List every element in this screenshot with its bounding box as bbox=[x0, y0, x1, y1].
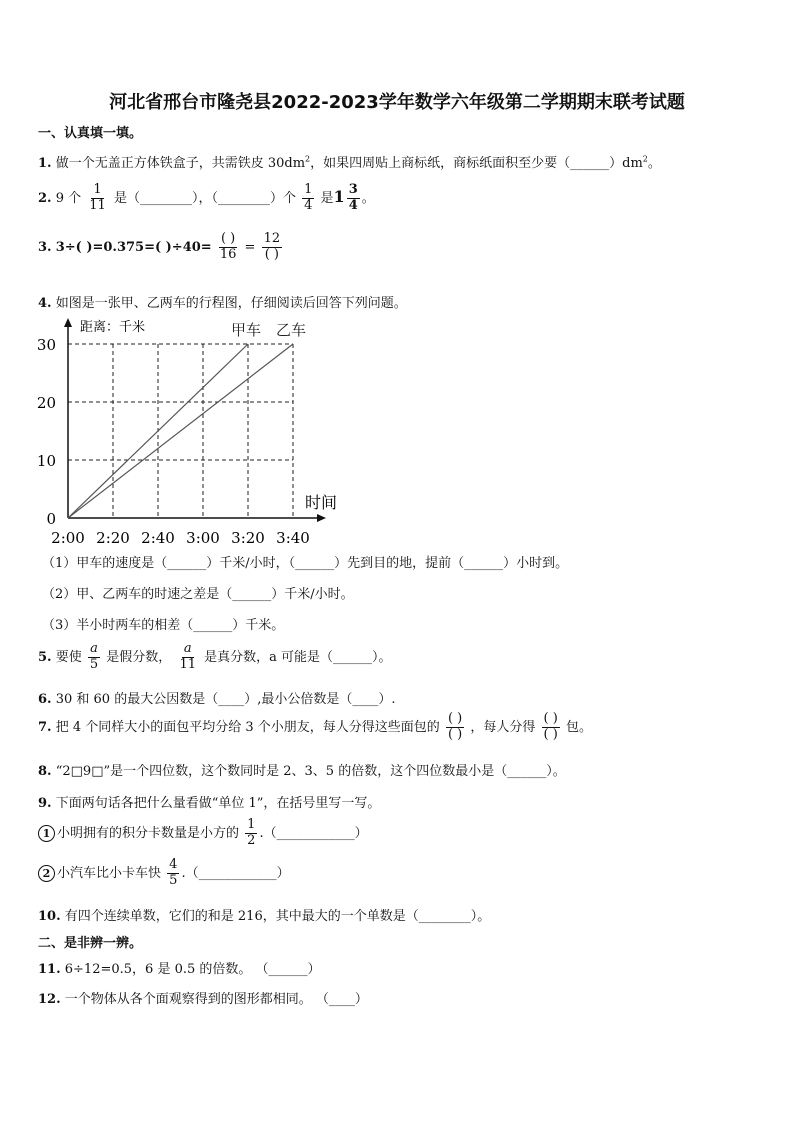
numerator: 3 bbox=[348, 182, 358, 197]
circled-number: 1 bbox=[38, 825, 55, 842]
question-text: 小汽车比小卡车快 bbox=[57, 865, 162, 881]
denominator: 11 bbox=[89, 197, 106, 213]
question-11 bbox=[38, 958, 321, 977]
x-tick-label: 2:20 bbox=[96, 529, 130, 547]
question-number: 12. bbox=[38, 992, 61, 1007]
question-text: .（____________） bbox=[181, 865, 290, 881]
x-tick-label: 3:00 bbox=[186, 529, 220, 547]
numerator: 12 bbox=[263, 231, 281, 246]
question-number: 9. bbox=[38, 796, 52, 811]
question-number: 4. bbox=[38, 296, 52, 311]
question-5 bbox=[38, 642, 392, 673]
question-3 bbox=[38, 232, 284, 263]
x-axis-label: 时间 bbox=[305, 493, 338, 512]
question-text: 做一个无盖正方体铁盒子，共需铁皮 30dm bbox=[55, 156, 306, 171]
question-text: “2□9□”是一个四位数，这个数同时是 2、3、5 的倍数，这个四位数最小是（______）。 bbox=[55, 764, 566, 779]
x-tick-label: 3:20 bbox=[231, 529, 265, 547]
question-4 bbox=[38, 292, 407, 311]
question-number: 11. bbox=[38, 962, 61, 977]
question-number: 7. bbox=[38, 719, 52, 735]
question-text: 是真分数，a 可能是（______）。 bbox=[204, 649, 392, 665]
x-tick-label: 2:00 bbox=[51, 529, 85, 547]
question-number: 10. bbox=[38, 909, 61, 924]
mixed-whole: 1 bbox=[333, 186, 345, 206]
question-8 bbox=[38, 760, 566, 779]
fraction bbox=[88, 642, 100, 673]
numerator: ( ) bbox=[543, 711, 558, 726]
numerator: 1 bbox=[304, 182, 313, 197]
numerator: 4 bbox=[169, 857, 178, 872]
fraction bbox=[302, 183, 314, 214]
question-4-part-2: （2）甲、乙两车的时速之差是（______）千米/小时。 bbox=[42, 587, 354, 602]
question-text: 9 个 bbox=[55, 190, 82, 206]
fraction bbox=[177, 642, 198, 673]
fraction bbox=[446, 712, 464, 743]
fraction bbox=[347, 183, 360, 214]
numerator: a bbox=[90, 641, 98, 656]
numerator: 1 bbox=[93, 182, 102, 197]
series-label: 乙车 bbox=[275, 321, 307, 339]
question-text: ，如果四周贴上商标纸，商标纸面积至少要（______）dm bbox=[310, 156, 643, 171]
chart-labels bbox=[37, 319, 337, 547]
y-tick-label: 30 bbox=[36, 336, 56, 354]
question-text: ，每人分得 bbox=[470, 719, 536, 735]
question-text: 。 bbox=[647, 156, 661, 171]
numerator: a bbox=[183, 641, 192, 656]
fraction bbox=[542, 712, 560, 743]
chart-series bbox=[68, 344, 293, 518]
y-tick-label: 0 bbox=[46, 510, 56, 528]
fraction bbox=[218, 232, 239, 263]
denominator: 4 bbox=[304, 197, 313, 213]
question-text: 要使 bbox=[55, 649, 82, 665]
equals-sign: = bbox=[244, 239, 256, 255]
question-text: 下面两句话各把什么量看做“单位 1”，在括号里写一写。 bbox=[55, 796, 381, 811]
question-number: 1. bbox=[38, 156, 52, 171]
question-9 bbox=[38, 792, 380, 811]
question-4-part-3: （3）半小时两车的相差（______）千米。 bbox=[42, 618, 285, 633]
denominator: 4 bbox=[348, 197, 358, 213]
question-2 bbox=[38, 183, 375, 214]
question-text: 一个物体从各个面观察得到的图形都相同。 （____） bbox=[64, 992, 368, 1007]
question-9-item-2 bbox=[38, 858, 290, 889]
question-number: 3. bbox=[38, 239, 52, 255]
question-1 bbox=[38, 152, 661, 171]
denominator: 5 bbox=[89, 656, 99, 672]
denominator: ( ) bbox=[264, 246, 279, 262]
question-9-item-1 bbox=[38, 818, 368, 849]
page-title: 河北省邢台市隆尧县2022-2023学年数学六年级第二学期期末联考试题 bbox=[109, 92, 685, 113]
question-text: 3÷( )=0.375=( )÷40= bbox=[55, 239, 212, 255]
question-text: 有四个连续单数，它们的和是 216，其中最大的一个单数是（________）。 bbox=[64, 909, 491, 924]
series-label: 甲车 bbox=[230, 321, 262, 339]
numerator: ( ) bbox=[220, 231, 236, 246]
question-text: 30 和 60 的最大公因数是（____）,最小公倍数是（____）. bbox=[55, 692, 396, 707]
denominator: ( ) bbox=[543, 726, 558, 742]
denominator: 5 bbox=[169, 872, 178, 888]
question-number: 6. bbox=[38, 692, 52, 707]
question-text: 是（________），（________）个 bbox=[113, 190, 296, 206]
question-text: 是假分数， bbox=[106, 649, 172, 665]
question-text: 小明拥有的积分卡数量是小方的 bbox=[57, 825, 240, 841]
question-text: 如图是一张甲、乙两车的行程图，仔细阅读后回答下列问题。 bbox=[55, 296, 407, 311]
question-number: 2. bbox=[38, 190, 52, 206]
question-text: 6÷12=0.5，6 是 0.5 的倍数。 （______） bbox=[64, 962, 321, 977]
circled-number: 2 bbox=[38, 865, 55, 882]
question-text: 把 4 个同样大小的面包平均分给 3 个小朋友，每人分得这些面包的 bbox=[55, 719, 440, 735]
y-tick-label: 20 bbox=[36, 394, 56, 412]
question-7 bbox=[38, 712, 592, 743]
fraction bbox=[87, 183, 108, 214]
distance-time-chart bbox=[30, 313, 340, 548]
superscript: 2 bbox=[305, 154, 311, 164]
x-tick-label: 3:40 bbox=[276, 529, 310, 547]
question-text: 包。 bbox=[565, 719, 592, 735]
series-line-2 bbox=[68, 344, 293, 518]
superscript: 2 bbox=[642, 154, 648, 164]
question-text: .（____________） bbox=[259, 825, 368, 841]
denominator: 11 bbox=[179, 656, 196, 672]
section-heading-1: 一、认真填一填。 bbox=[38, 126, 143, 141]
question-6 bbox=[38, 688, 395, 707]
question-number: 5. bbox=[38, 649, 52, 665]
x-tick-label: 2:40 bbox=[141, 529, 175, 547]
question-10 bbox=[38, 905, 490, 924]
fraction bbox=[167, 858, 179, 889]
numerator: ( ) bbox=[447, 711, 463, 726]
denominator: 16 bbox=[219, 246, 237, 262]
question-12 bbox=[38, 988, 368, 1007]
y-axis-label: 距离：千米 bbox=[80, 320, 146, 335]
numerator: 1 bbox=[247, 817, 256, 832]
question-text: 。 bbox=[361, 190, 375, 206]
question-number: 8. bbox=[38, 764, 52, 779]
denominator: ( ) bbox=[447, 726, 463, 742]
fraction bbox=[245, 818, 257, 849]
section-heading-2: 二、是非辨一辨。 bbox=[38, 936, 143, 951]
fraction bbox=[262, 232, 283, 263]
y-tick-label: 10 bbox=[36, 452, 56, 470]
question-text: 是 bbox=[320, 190, 334, 206]
denominator: 2 bbox=[247, 832, 256, 848]
x-axis-arrow bbox=[317, 514, 326, 522]
y-axis-arrow bbox=[64, 318, 72, 327]
question-4-part-1: （1）甲车的速度是（______）千米/小时，（______）先到目的地，提前（______）小时到。 bbox=[42, 556, 569, 571]
